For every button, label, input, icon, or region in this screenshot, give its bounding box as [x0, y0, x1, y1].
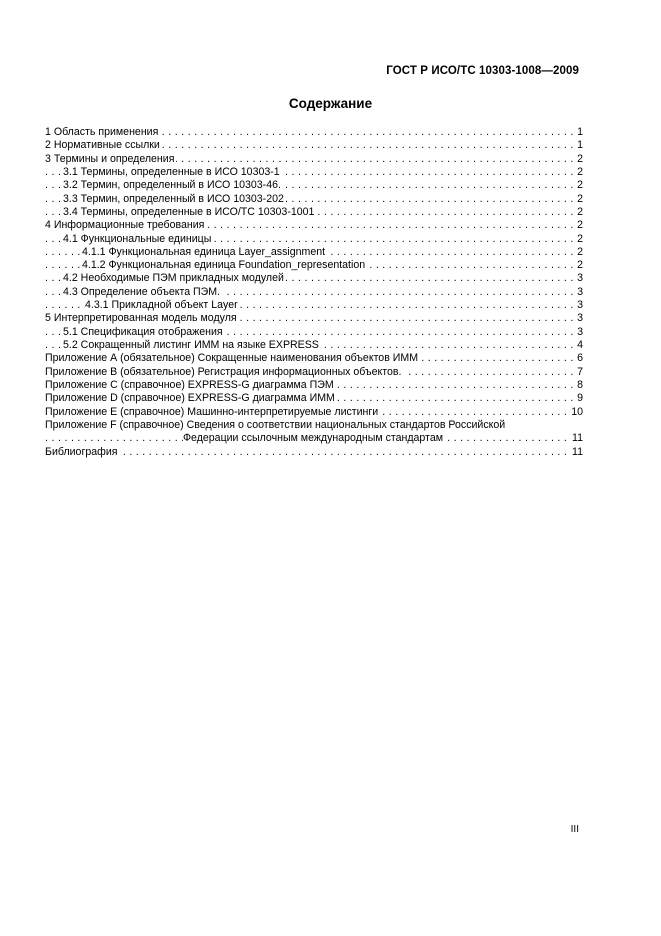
toc-entry-page: 7: [577, 365, 583, 378]
toc-entry-text: . . . Приложение В (обязательное) Регистрация информационных объектов.: [45, 365, 402, 378]
toc-entry-page: 2: [577, 205, 583, 218]
toc-entry-page: 3: [577, 325, 583, 338]
toc-entry-text: . . . 4.1 Функциональные единицы: [63, 232, 212, 245]
toc-entry-text: . . . 4.2 Необходимые ПЭМ прикладных модулей: [63, 272, 284, 285]
toc-entry-text: . . . Приложение D (справочное) EXPRESS-G диаграмма ИММ: [45, 392, 335, 405]
toc-entry-page: 2: [577, 179, 583, 192]
toc-entry-text: . . . 2 Нормативные ссылки: [45, 139, 160, 152]
toc-entry-page: 3: [577, 272, 583, 285]
toc-entry-text: . . . Федерации ссылочным международным стандартам: [183, 432, 443, 445]
toc-entry-page: 6: [577, 352, 583, 365]
toc-title: Содержание: [288, 96, 373, 111]
toc-entry-page: 2: [577, 192, 583, 205]
toc-entry-appendix-f-continuation[interactable]: [45, 432, 583, 445]
toc-entry-text: . . . 4.1.1 Функциональная единица Layer_assignment: [82, 245, 326, 258]
toc-entry-page: 2: [577, 259, 583, 272]
toc-entry-page: 1: [577, 139, 583, 152]
toc-entry-appendix-a[interactable]: [45, 352, 583, 365]
toc-entry-4-1-1[interactable]: [45, 246, 583, 259]
toc-entry-text: Приложение F (справочное) Сведения о соответствии национальных стандартов Российской: [45, 418, 506, 431]
toc-entry-text: . . . 4.3 Определение объекта ПЭМ.: [63, 285, 221, 298]
toc-entry-page: 2: [577, 165, 583, 178]
toc-entry-3-2[interactable]: [45, 179, 583, 192]
toc-entry-appendix-d[interactable]: [45, 392, 583, 405]
toc-entry-text: . . . 4.3.1 Прикладной объект Layer: [85, 299, 238, 312]
toc-entry-page: 2: [577, 219, 583, 232]
toc-entry-4-3-1[interactable]: [45, 299, 583, 312]
toc-entry-5-1[interactable]: [45, 326, 583, 339]
toc-entry-text: . . . 3.4 Термины, определенные в ИСО/ТС 10303-1001: [63, 205, 315, 218]
toc-entry-text: . . . 3.2 Термин, определенный в ИСО 10303-46.: [63, 179, 281, 192]
toc-entry-3-1[interactable]: [45, 166, 583, 179]
toc-entry-5-2[interactable]: [45, 339, 583, 352]
toc-entry-page: 2: [577, 245, 583, 258]
table-of-contents: [45, 126, 583, 459]
toc-entry-text: . . . 3.3 Термин, определенный в ИСО 10303-202: [63, 192, 284, 205]
toc-entry-appendix-c[interactable]: [45, 379, 583, 392]
toc-entry-3[interactable]: [45, 153, 583, 166]
toc-entry-bibliography[interactable]: [45, 446, 583, 459]
page-number: III: [570, 824, 579, 835]
toc-entry-text: . . . Приложение Е (справочное) Машинно-интерпретируемые листинги: [45, 405, 379, 418]
toc-entry-page: 2: [577, 232, 583, 245]
toc-entry-page: 3: [577, 299, 583, 312]
toc-entry-page: 8: [577, 378, 583, 391]
toc-entry-page: 11: [572, 432, 583, 445]
toc-entry-4-1[interactable]: [45, 233, 583, 246]
toc-entry-page: 2: [577, 152, 583, 165]
toc-entry-page: 9: [577, 392, 583, 405]
toc-entry-appendix-e[interactable]: [45, 406, 583, 419]
document-code: ГОСТ Р ИСО/ТС 10303-1008—2009: [386, 65, 579, 77]
toc-entry-page: 11: [572, 445, 583, 458]
toc-entry-text: . . . Приложение С (справочное) EXPRESS-G диаграмма ПЭМ: [45, 378, 334, 391]
toc-entry-5[interactable]: [45, 312, 583, 325]
toc-entry-text: . . . 3.1 Термины, определенные в ИСО 10303-1: [63, 165, 280, 178]
toc-entry-text: . . . Библиография: [45, 445, 118, 458]
toc-entry-4[interactable]: [45, 219, 583, 232]
toc-entry-page: 3: [577, 285, 583, 298]
toc-entry-text: . . . 4.1.2 Функциональная единица Foundation_representation: [82, 259, 366, 272]
toc-entry-text: . . . 5.1 Спецификация отображения: [63, 325, 223, 338]
toc-entry-3-3[interactable]: [45, 193, 583, 206]
toc-entry-3-4[interactable]: [45, 206, 583, 219]
toc-entry-text: . . . Приложение А (обязательное) Сокращенные наименования объектов ИММ: [45, 352, 419, 365]
toc-entry-page: 1: [577, 126, 583, 138]
toc-entry-page: 10: [571, 405, 583, 418]
toc-entry-text: . . . 3 Термины и определения: [45, 152, 175, 165]
toc-entry-text: . . . 4 Информационные требования: [45, 219, 205, 232]
toc-entry-4-1-2[interactable]: [45, 259, 583, 272]
toc-entry-appendix-f[interactable]: [45, 419, 583, 432]
toc-entry-page: 3: [577, 312, 583, 325]
toc-entry-4-3[interactable]: [45, 286, 583, 299]
toc-entry-appendix-b[interactable]: [45, 366, 583, 379]
toc-entry-text: . . . 1 Область применения: [45, 126, 159, 138]
toc-entry-4-2[interactable]: [45, 272, 583, 285]
toc-entry-page: 4: [577, 339, 583, 351]
toc-entry-text: . . . 5 Интерпретированная модель модуля: [45, 312, 237, 325]
toc-entry-2[interactable]: [45, 139, 583, 152]
toc-entry-text: . . . 5.2 Сокращенный листинг ИММ на языке EXPRESS: [63, 339, 319, 351]
toc-entry-1[interactable]: [45, 126, 583, 139]
